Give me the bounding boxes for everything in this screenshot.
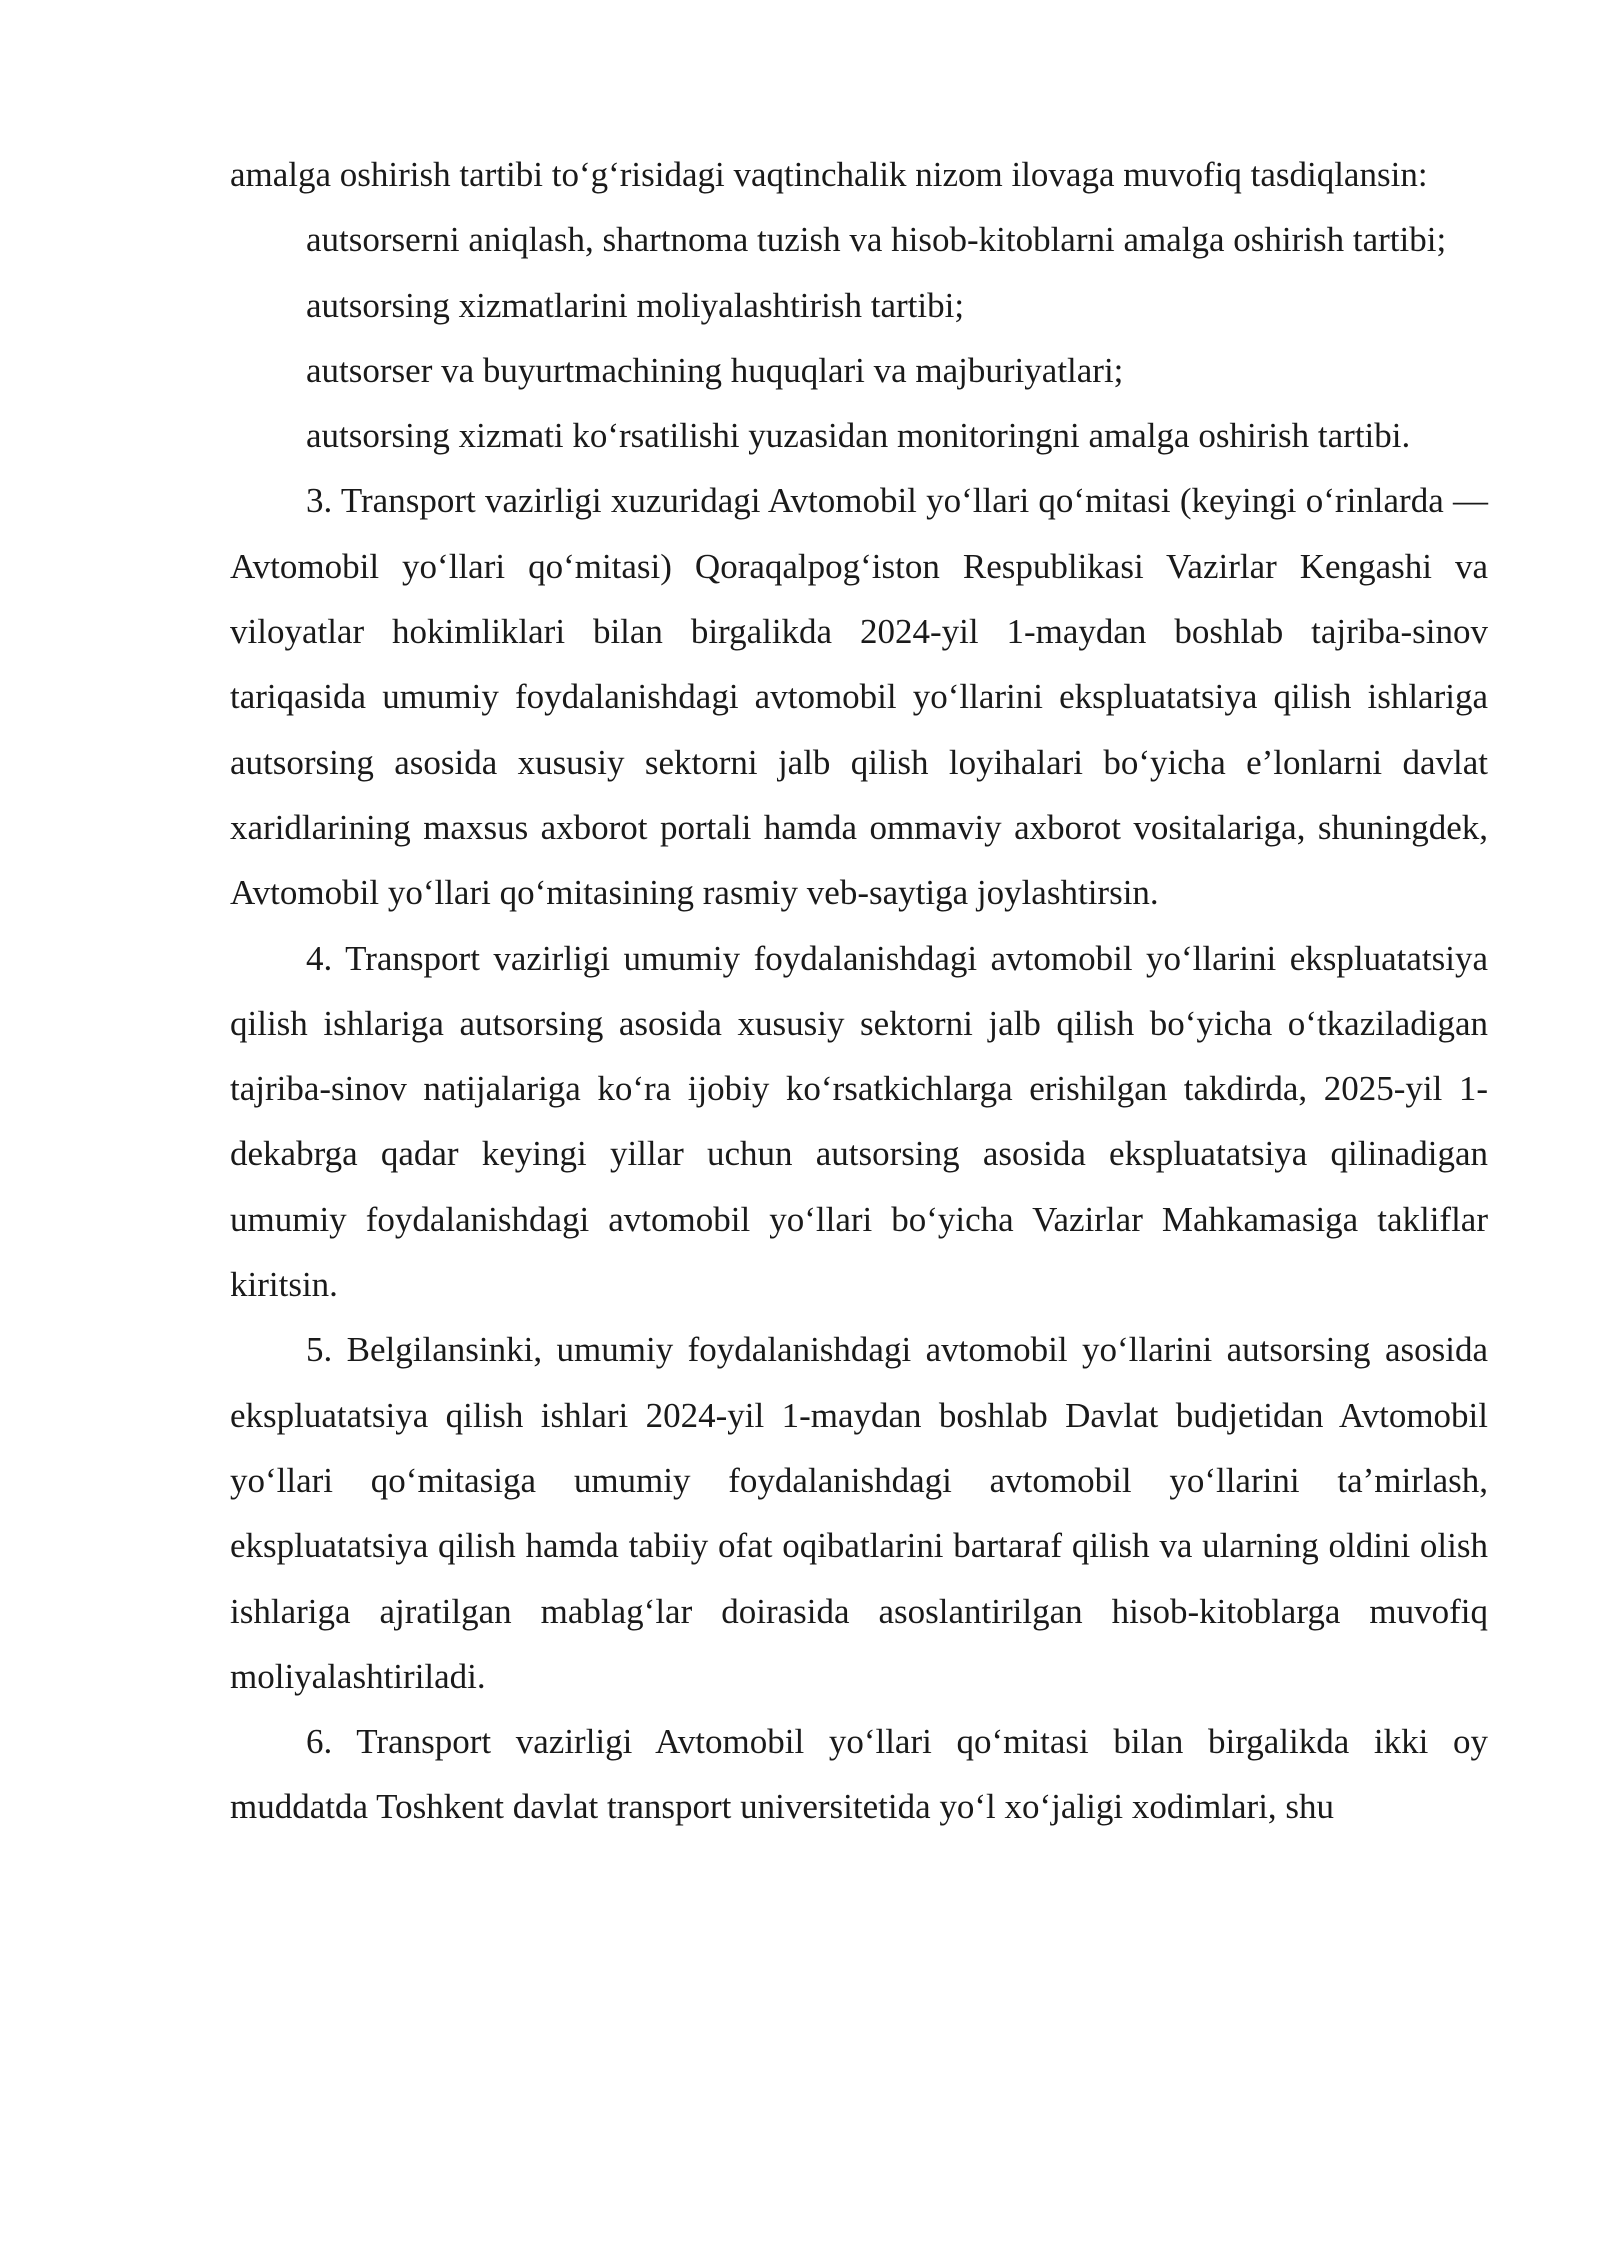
list-item-rights-obligations: autsorser va buyurtmachining huquqlari va majburiyatlari; <box>306 350 1124 390</box>
clause-6: 6. Transport vazirligi Avtomobil yo‘llari qo‘mitasi bilan birgalikda ikki oy muddatda Toshkent davlat transport universitetida yo‘l xo‘jaligi xodimlari, shu <box>230 1722 1488 1827</box>
list-item-contractor-selection: autsorserni aniqlash, shartnoma tuzish va hisob-kitoblarni amalga oshirish tartibi; <box>306 220 1447 260</box>
document-page <box>230 142 1488 1840</box>
list-item-monitoring-procedure: autsorsing xizmati ko‘rsatilishi yuzasidan monitoringni amalga oshirish tartibi. <box>306 416 1411 456</box>
clause-5: 5. Belgilansinki, umumiy foydalanishdagi avtomobil yo‘llarini autsorsing asosida ekspluatatsiya qilish ishlari 2024-yil 1-maydan boshlab Davlat budjetidan Avtomobil yo‘llari qo‘mitasiga umumiy foydalanishdagi avtomobil yo‘llarini ta’mirlash, ekspluatatsiya qilish hamda tabiiy ofat oqibatlarini bartaraf qilish va ularning oldini olish ishlariga ajratilgan mablag‘lar doirasida asoslantirilgan hisob-kitoblarga muvofiq moliyalashtiriladi. <box>230 1330 1488 1696</box>
clause-4: 4. Transport vazirligi umumiy foydalanishdagi avtomobil yo‘llarini ekspluatatsiya qilish ishlariga autsorsing asosida xususiy sektorni jalb qilish bo‘yicha o‘tkaziladigan tajriba-sinov natijalariga ko‘ra ijobiy ko‘rsatkichlarga erishilgan takdirda, 2025-yil 1-dekabrga qadar keyingi yillar uchun autsorsing asosida ekspluatatsiya qilinadigan umumiy foydalanishdagi avtomobil yo‘llari bo‘yicha Vazirlar Mahkamasiga takliflar kiritsin. <box>230 938 1488 1305</box>
list-item-financing-procedure: autsorsing xizmatlarini moliyalashtirish tartibi; <box>306 285 965 325</box>
clause-3: 3. Transport vazirligi xuzuridagi Avtomobil yo‘llari qo‘mitasi (keyingi o‘rinlarda — Avtomobil yo‘llari qo‘mitasi) Qoraqalpog‘iston Respublikasi Vazirlar Kengashi va viloyatlar hokimliklari bilan birgalikda 2024-yil 1-maydan boshlab tajriba-sinov tariqasida umumiy foydalanishdagi avtomobil yo‘llarini ekspluatatsiya qilish ishlariga autsorsing asosida xususiy sektorni jalb qilish loyihalari bo‘yicha e’lonlarni davlat xaridlarining maxsus axborot portali hamda ommaviy axborot vositalariga, shuningdek, Avtomobil yo‘llari qo‘mitasining rasmiy veb-saytiga joylashtirsin. <box>230 481 1488 913</box>
paragraph-continuation: amalga oshirish tartibi to‘g‘risidagi vaqtinchalik nizom ilovaga muvofiq tasdiqlansin: <box>230 155 1428 194</box>
